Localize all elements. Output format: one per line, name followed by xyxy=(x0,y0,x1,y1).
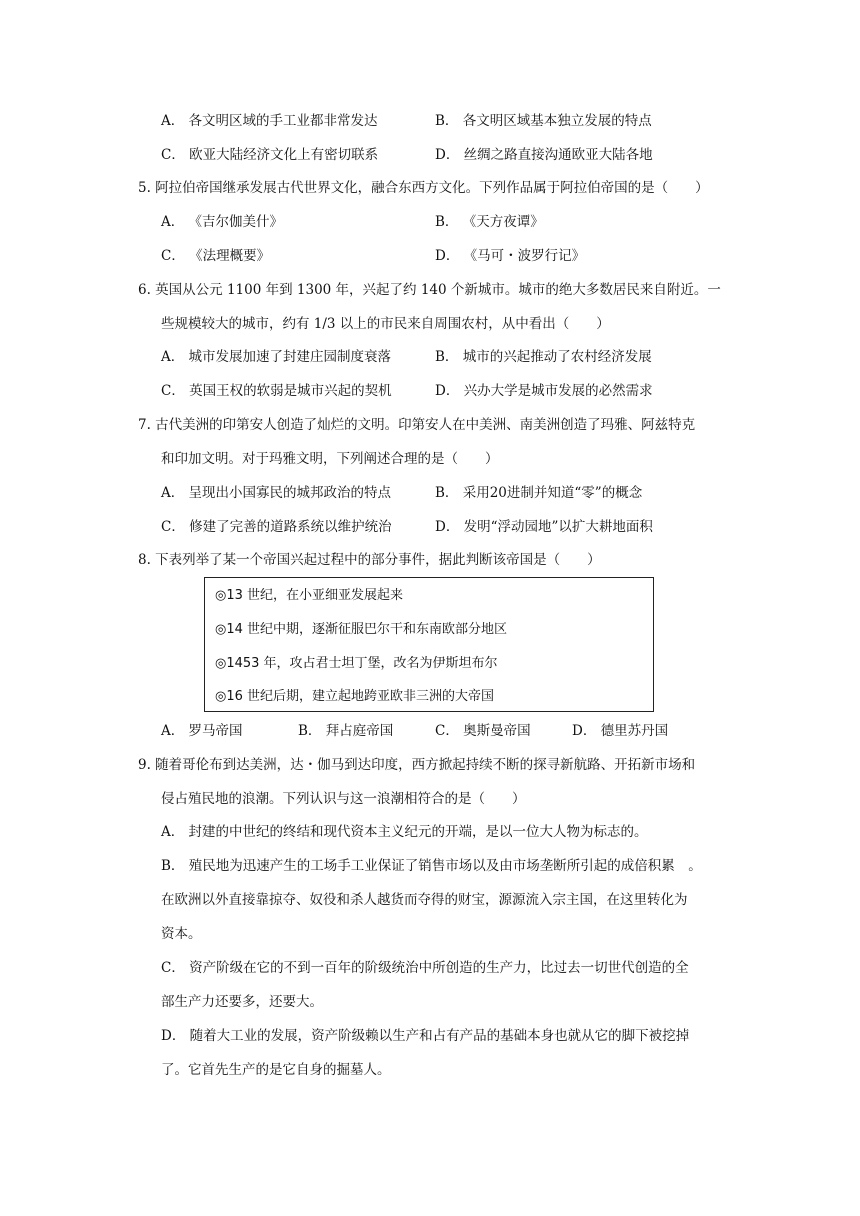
q5-option-d: D． 《马可・波罗行记》 xyxy=(435,248,586,264)
q5-stem: 5. 阿拉伯帝国继承发展古代世界文化，融合东西方文化。下列作品属于阿拉伯帝国的是（ ） xyxy=(138,180,709,196)
q4-option-d: D． 丝绸之路直接沟通欧亚大陆各地 xyxy=(435,147,653,163)
q9-stem-line2: 侵占殖民地的浪潮。下列认识与这一浪潮相符合的是（ ） xyxy=(161,791,526,807)
q8-option-a: A． 罗马帝国 xyxy=(161,723,243,739)
q7-option-b: B． 采用20进制并知道“零”的概念 xyxy=(435,485,643,501)
q6-option-b: B． 城市的兴起推动了农村经济发展 xyxy=(435,349,652,365)
q7-option-a: A． 呈现出小国寡民的城邦政治的特点 xyxy=(161,485,392,501)
q8-events-table xyxy=(204,577,654,712)
q4-option-a: A． 各文明区域的手工业都非常发达 xyxy=(161,113,378,129)
q5-option-b: B． 《天方夜谭》 xyxy=(435,214,544,230)
q4-option-b: B． 各文明区域基本独立发展的特点 xyxy=(435,113,652,129)
q9-option-b-line2: 在欧洲以外直接靠掠夺、奴役和杀人越货而夺得的财宝，源源流入宗主国，在这里转化为 xyxy=(161,892,688,908)
q5-option-c: C． 《法理概要》 xyxy=(161,248,271,264)
q9-option-a: A． 封建的中世纪的终结和现代资本主义纪元的开端，是以一位大人物为标志的。 xyxy=(161,824,648,840)
q6-option-c: C． 英国王权的软弱是城市兴起的契机 xyxy=(161,383,392,399)
q9-option-b-line1: B． 殖民地为迅速产生的工场手工业保证了销售市场以及由市场垄断所引起的成倍积累 。 xyxy=(161,858,702,874)
q8-option-c: C． 奥斯曼帝国 xyxy=(435,723,531,739)
q7-stem-line1: 7. 古代美洲的印第安人创造了灿烂的文明。印第安人在中美洲、南美洲创造了玛雅、阿兹特克 xyxy=(138,417,696,433)
q5-option-a: A． 《吉尔伽美什》 xyxy=(161,214,284,230)
q9-option-b-line3: 资本。 xyxy=(161,926,202,942)
q6-stem-line1: 6. 英国从公元 1100 年到 1300 年，兴起了约 140 个新城市。城市的绝大多数居民来自附近。一 xyxy=(138,282,721,298)
q9-option-d-line1: D． 随着大工业的发展，资产阶级赖以生产和占有产品的基础本身也就从它的脚下被挖掉 xyxy=(161,1028,690,1044)
q8-option-b: B． 拜占庭帝国 xyxy=(298,723,394,739)
q7-stem-line2: 和印加文明。对于玛雅文明，下列阐述合理的是（ ） xyxy=(161,451,499,467)
q7-option-d: D． 发明“浮动园地”以扩大耕地面积 xyxy=(435,519,653,535)
q6-option-d: D． 兴办大学是城市发展的必然需求 xyxy=(435,383,653,399)
q8-stem: 8. 下表列举了某一个帝国兴起过程中的部分事件，据此判断该帝国是（ ） xyxy=(138,552,601,568)
q9-stem-line1: 9. 随着哥伦布到达美洲，达・伽马到达印度，西方掀起持续不断的探寻新航路、开拓新市场和 xyxy=(138,757,696,773)
q8-event-2: ◎14 世纪中期，逐渐征服巴尔干和东南欧部分地区 xyxy=(215,622,508,637)
q6-stem-line2: 些规模较大的城市，约有 1/3 以上的市民来自周围农村，从中看出（ ） xyxy=(161,316,610,332)
q7-option-c: C． 修建了完善的道路系统以维护统治 xyxy=(161,519,392,535)
q8-option-d: D． 德里苏丹国 xyxy=(572,723,669,739)
q9-option-c-line1: C． 资产阶级在它的不到一百年的阶级统治中所创造的生产力，比过去一切世代创造的全 xyxy=(161,960,689,976)
q8-event-3: ◎1453 年，攻占君士坦丁堡，改名为伊斯坦布尔 xyxy=(215,656,498,671)
q9-option-c-line2: 部生产力还要多，还要大。 xyxy=(161,994,323,1010)
q4-option-c: C． 欧亚大陆经济文化上有密切联系 xyxy=(161,147,379,163)
q8-event-1: ◎13 世纪，在小亚细亚发展起来 xyxy=(215,588,404,603)
q9-option-d-line2: 了。它首先生产的是它自身的掘墓人。 xyxy=(161,1062,391,1078)
q6-option-a: A． 城市发展加速了封建庄园制度衰落 xyxy=(161,349,392,365)
q8-event-4: ◎16 世纪后期，建立起地跨亚欧非三洲的大帝国 xyxy=(215,689,495,704)
